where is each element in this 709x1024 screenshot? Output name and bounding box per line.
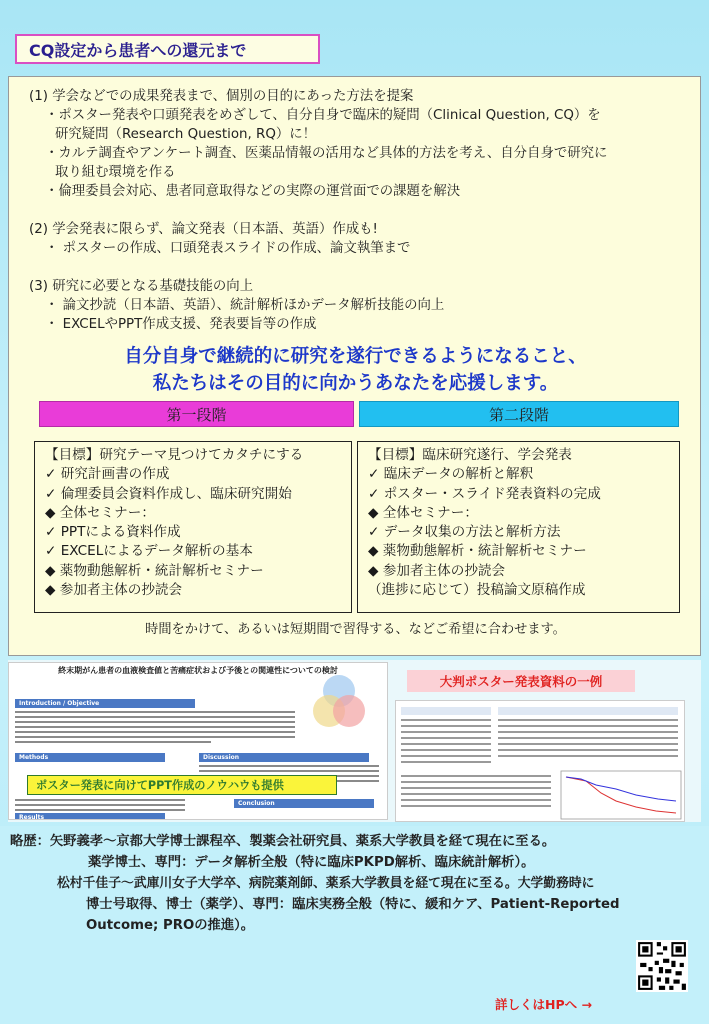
stage-1-item: ◆ 全体セミナー： [45,504,155,521]
headline-line-2: 私たちはその目的に向かうあなたを応援します。 [152,373,559,394]
section-3 [29,277,444,334]
section-2-heading: (2) 学会発表に限らず、論文発表（日本語、英語）作成も! [29,222,378,237]
stage-1-item: ✓ EXCELによるデータ解析の基本 [45,543,253,560]
stage-2-item: ◆ 全体セミナー： [368,504,478,521]
headline-line-1: 自分自身で継続的に研究を遂行できるようになること、 [124,346,587,367]
stage-1-header: 第一段階 [39,401,354,427]
stage-1-item: ✓ PPTによる資料作成 [45,524,181,541]
hp-link[interactable]: 詳しくはHPへ → [495,997,592,1012]
stage-1-item: ◆ 薬物動態解析・統計解析セミナー [45,562,264,579]
bio-line: 略歴：矢野義孝～京都大学博士課程卒、製薬会社研究員、薬系大学教員を経て現在に至る。 [10,834,556,849]
section-3-line: ・ 論文抄読（日本語、英語）、統計解析ほかデータ解析技能の向上 [45,298,445,313]
section-1-heading: (1) 学会などでの成果発表まで、個別の目的にあった方法を提案 [29,89,414,104]
sample-poster-title: 終末期がん患者の血液検査値と苦痛症状および予後との関連性についての検討 [58,666,338,675]
poster-section-header: Introduction / Objective [15,699,195,708]
stage-2-goals [357,441,680,613]
section-2-line: ・ ポスターの作成、口頭発表スライドの作成、論文執筆まで [45,241,411,256]
stage-2-item: 【目標】臨床研究遂行、学会発表 [368,447,572,463]
bio-line: 薬学博士、専門：データ解析全般（特に臨床PKPD解析、臨床統計解析）。 [88,855,535,870]
section-2 [29,220,410,258]
poster-tables-chart-icon [396,701,685,822]
stage-2-item: ✓ 臨床データの解析と解釈 [368,466,534,483]
poster-section-header: Conclusion [234,799,374,808]
sample-poster-thumbnail [8,662,388,820]
stage-1-goals [34,441,352,613]
biography-section [0,826,709,1024]
stage-2-header: 第二段階 [359,401,679,427]
qr-code-icon[interactable] [636,940,688,992]
stage-1-item: ✓ 研究計画書の作成 [45,466,170,483]
large-poster-label: 大判ポスター発表資料の一例 [407,670,635,692]
poster-section-header: Methods [15,753,165,762]
ppt-knowhow-callout: ポスター発表に向けてPPT作成のノウハウも提供 [27,775,337,795]
poster-section-header: Results [15,813,165,820]
section-1-line: 研究疑問（Research Question, RQ）に！ [55,127,317,142]
section-3-line: ・ EXCELやPPT作成支援、発表要旨等の作成 [45,317,317,332]
section-1-line: 取り組む環境を作る [55,165,176,180]
section-1-line: ・カルテ調査やアンケート調査、医薬品情報の活用など具体的方法を考え、自分自身で研究に [45,146,608,161]
bio-line: 松村千佳子～武庫川女子大学卒、病院薬剤師、薬系大学教員を経て現在に至る。大学勤務時に [57,876,595,891]
stage-2-item: （進捗に応じて）投稿論文原稿作成 [368,582,586,599]
page-title: CQ設定から患者への還元まで [15,34,320,64]
stage-1-item: 【目標】研究テーマ見つけてカタチにする [45,447,304,463]
section-1-line: ・倫理委員会対応、患者同意取得などの実際の運営面での課題を解決 [45,184,461,199]
bio-line: Outcome; PROの推進）。 [86,918,255,933]
bio-line: 博士号取得、博士（薬学）、専門：臨床実務全般（特に、緩和ケア、Patient-Reported [86,897,620,912]
stage-2-item: ◆ 参加者主体の抄読会 [368,562,506,579]
main-panel [8,76,701,656]
large-poster-thumbnail [395,700,685,822]
stage-2-item: ◆ 薬物動態解析・統計解析セミナー [368,543,587,560]
venn-diagram-icon [309,671,369,733]
stage-2-item: ✓ ポスター・スライド発表資料の完成 [368,485,601,502]
section-1-line: ・ポスター発表や口頭発表をめざして、自分自身で臨床的疑問（Clinical Question, CQ）を [45,108,601,123]
section-3-heading: (3) 研究に必要となる基礎技能の向上 [29,279,254,294]
schedule-note: 時間をかけて、あるいは短期間で習得する、などご希望に合わせます。 [145,622,566,637]
poster-text-block [15,711,295,746]
stage-1-item: ✓ 倫理委員会資料作成し、臨床研究開始 [45,485,292,502]
poster-section-header: Discussion [199,753,369,762]
stage-2-item: ✓ データ収集の方法と解析方法 [368,524,561,541]
section-1 [29,87,607,201]
stage-1-item: ◆ 参加者主体の抄読会 [45,582,183,599]
